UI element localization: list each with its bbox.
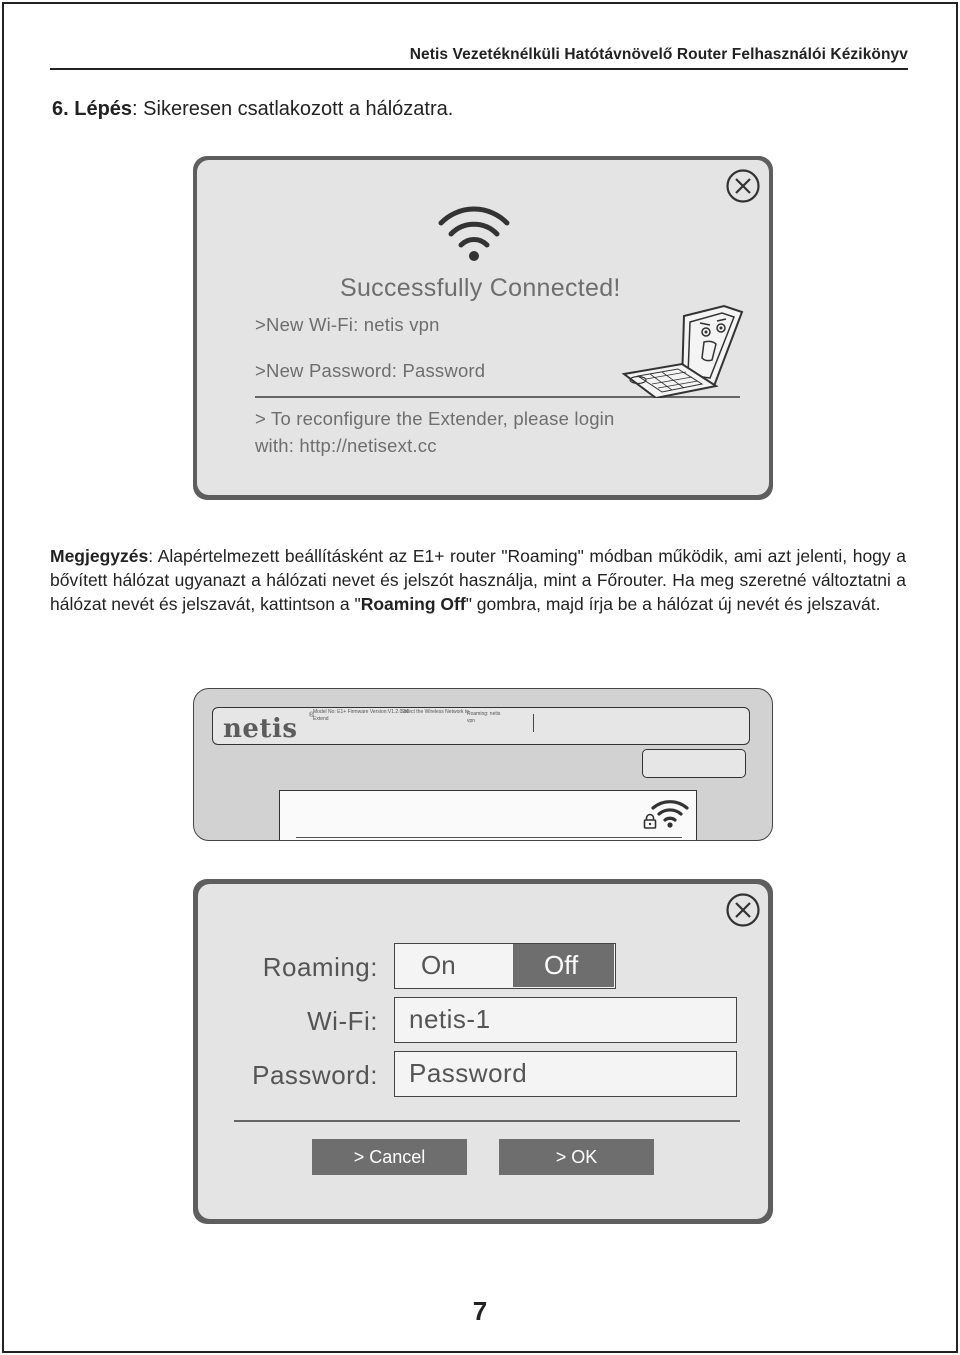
- wifi-icon: [437, 203, 511, 263]
- password-label: Password:: [252, 1060, 378, 1090]
- text-cursor: [533, 714, 534, 732]
- laptop-icon: [616, 300, 746, 398]
- note-text-part1: : Alapértelmezett beállításként az E1+ router "Roaming" módban működik, ami azt jelenti, hogy a bővített hálózat ugyanazt a hálózati nevet és jelszót használja, mint a Főrouter. Ha meg szeretné változtatni a hálózat nevét és jelszavát, kattintson a ": [50, 546, 906, 614]
- registered-mark-icon: ®: [309, 712, 315, 719]
- success-title: Successfully Connected!: [340, 274, 621, 302]
- step-heading: [52, 98, 453, 121]
- vpn-text: vpn: [467, 718, 476, 724]
- select-network-text: Select the Wireless Network to: [401, 709, 470, 715]
- netis-screen: [193, 688, 773, 841]
- cancel-button[interactable]: > Cancel: [312, 1139, 467, 1175]
- close-icon[interactable]: [726, 169, 760, 203]
- note-text-part2: " gombra, majd írja be a hálózat új nevét és jelszavát.: [465, 594, 881, 614]
- netis-logo: netis: [223, 714, 298, 744]
- wifi-signal-icon: [650, 797, 690, 829]
- reconfigure-text-line2: with: http://netisext.cc: [255, 435, 437, 456]
- close-icon[interactable]: [726, 893, 760, 927]
- note-paragraph: [50, 544, 906, 616]
- netis-header-bar: [212, 707, 750, 745]
- model-text: Model No: E1+ Firmware Version:V1.2.0.50: [313, 709, 410, 715]
- network-list-panel: [279, 790, 697, 841]
- roaming-divider: [234, 1120, 740, 1122]
- network-list-divider: [296, 837, 682, 838]
- netis-action-button[interactable]: [642, 749, 746, 778]
- wifi-name-input[interactable]: netis-1: [394, 997, 737, 1043]
- reconfigure-text-line1: > To reconfigure the Extender, please login: [255, 408, 615, 429]
- header-rule: [50, 68, 908, 70]
- roaming-toggle: [394, 943, 616, 989]
- note-label: Megjegyzés: [50, 546, 149, 566]
- roaming-on-button[interactable]: On: [421, 950, 456, 980]
- roaming-text: Roaming: netis: [467, 711, 501, 717]
- extend-text: Extend: [313, 716, 329, 722]
- new-wifi-text: >New Wi-Fi: netis vpn: [255, 314, 440, 335]
- note-roaming-off: Roaming Off: [360, 594, 466, 614]
- new-password-text: >New Password: Password: [255, 360, 486, 381]
- roaming-off-button[interactable]: Off: [513, 944, 614, 987]
- step-text: : Sikeresen csatlakozott a hálózatra.: [132, 98, 454, 120]
- roaming-label: Roaming:: [262, 952, 378, 982]
- step-label: 6. Lépés: [52, 98, 133, 120]
- wifi-label: Wi-Fi:: [307, 1006, 378, 1036]
- ok-button[interactable]: > OK: [499, 1139, 654, 1175]
- page-number: 7: [472, 1296, 488, 1326]
- password-input[interactable]: Password: [394, 1051, 737, 1097]
- header-title: Netis Vezetéknélküli Hatótávnövelő Router Felhasználói Kézikönyv: [409, 46, 908, 63]
